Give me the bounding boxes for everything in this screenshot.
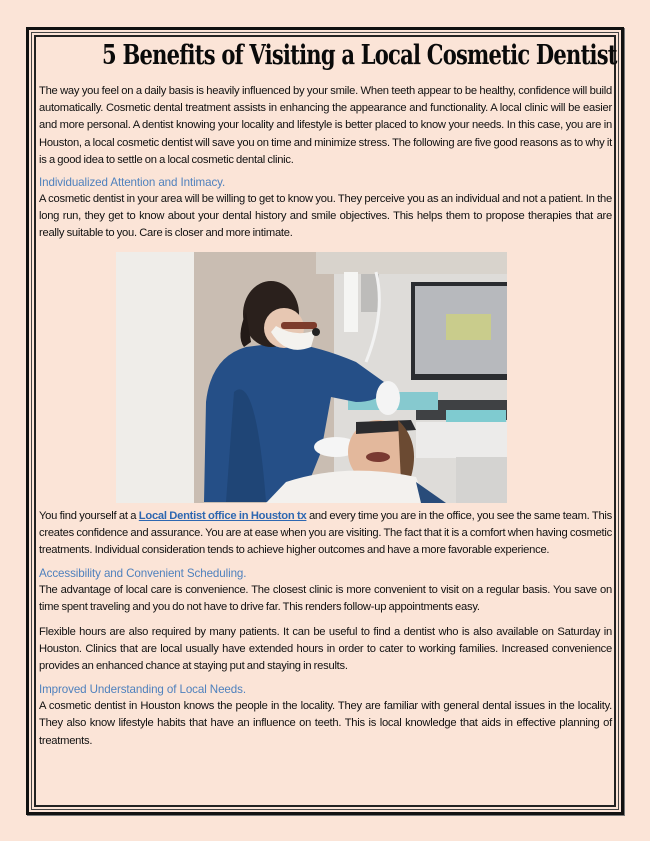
office-paragraph-lead: You find yourself at a <box>39 509 139 522</box>
office-paragraph <box>39 508 612 560</box>
section-heading-local-needs: Improved Understanding of Local Needs. <box>39 683 246 697</box>
local-dentist-houston-link[interactable]: Local Dentist office in Houston tx <box>138 509 307 522</box>
section-heading-individualized-attention: Individualized Attention and Intimacy. <box>39 176 226 190</box>
dentist-photo <box>116 252 507 503</box>
section-paragraph: A cosmetic dentist in your area will be willing to get to know you. They perceive you as an individual and not a patient. In the long run, they get to know about your dental history and smile objectives. This helps them to propose therapies that are really suitable to you. Care is closer and more intimate. <box>39 193 612 240</box>
section-paragraph: A cosmetic dentist in Houston knows the people in the locality. They are familiar with general dental issues in the locality. They also know lifestyle habits that have an influence on teeth. This is local knowledge that aids in effective planning of treatments. <box>39 700 612 747</box>
intro-paragraph: The way you feel on a daily basis is heavily influenced by your smile. When teeth appear to be healthy, confidence will build automatically. Cosmetic dental treatment assists in enhancing the appearance and functionality. A local clinic will be easier and more personal. A dentist knowing your locality and lifestyle is better placed to know your needs. In this case, you are in Houston, a local cosmetic dentist will save you on time and minimize stress. The following are five good reasons as to why it is a good idea to settle on a local cosmetic dental clinic. <box>39 85 612 166</box>
document-title: 5 Benefits of Visiting a Local Cosmetic Dentist <box>102 40 617 71</box>
section-paragraph: Flexible hours are also required by many patients. It can be useful to find a dentist who is also available on Saturday in Houston. Clinics that are local usually have extended hours in order to cater to working families. Increased convenience provides an enhanced chance at staying put and staying in results. <box>39 625 612 673</box>
section-paragraph: The advantage of local care is convenience. The closest clinic is more convenient to visit on a regular basis. You save on time spent traveling and you do not have to drive far. This renders follow-up appointments easy. <box>39 584 612 614</box>
office-paragraph-rest: and every time you are in the office, you see the same team. This creates confidence and assurance. You are at ease when you are visiting. The fact that it is a comfort when having cosmetic treatments. Individual consideration tends to achieve higher outcomes and have a more favorable experience. <box>39 509 613 557</box>
dentist-patient-image <box>116 252 507 503</box>
document-content <box>39 36 617 750</box>
section-heading-accessibility: Accessibility and Convenient Scheduling. <box>39 567 247 581</box>
